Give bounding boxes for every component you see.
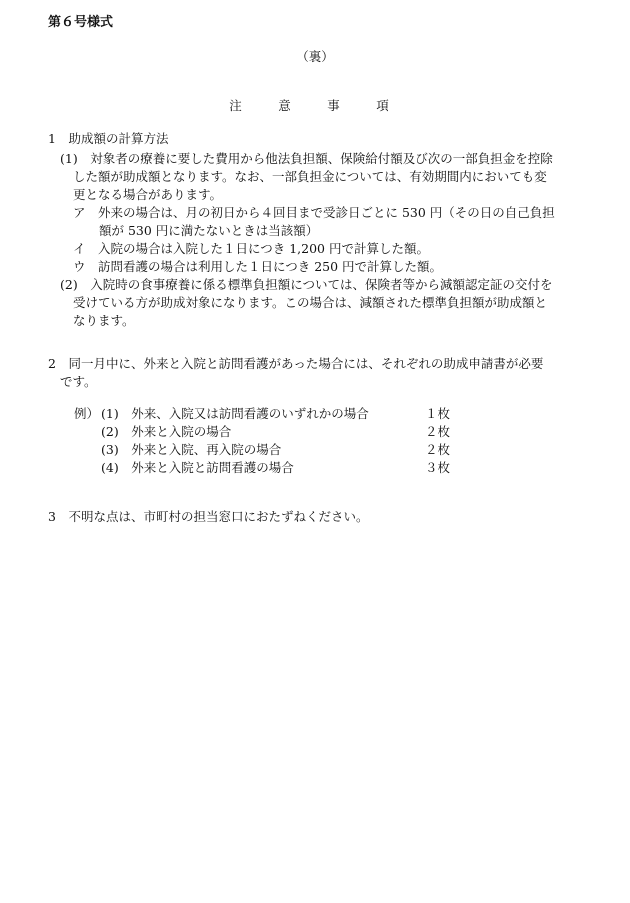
section-1-sub-u: ウ 訪問看護の場合は利用した１日につき 250 円で計算した額。	[73, 259, 443, 274]
side-label: （裏）	[296, 49, 334, 64]
section-1-item-1-line-1: (1) 対象者の療養に要した費用から他法負担額、保険給付額及び次の一部負担金を控除	[60, 151, 553, 166]
section-3: 3 不明な点は、市町村の担当窓口におたずねください。	[48, 509, 369, 524]
example-label-2: (2) 外来と入院の場合	[101, 424, 232, 439]
section-1-item-2-line-3: なります。	[73, 313, 135, 328]
section-1-item-2-line-2: 受けている方が助成対象になります。この場合は、減額された標準負担額が助成額と	[73, 295, 548, 310]
section-1-item-2-line-1: (2) 入院時の食事療養に係る標準負担額については、保険者等から減額認定証の交付を	[60, 277, 553, 292]
example-qty-1: １枚	[425, 406, 451, 421]
section-2-line-2: です。	[60, 374, 97, 389]
example-qty-4: ３枚	[425, 460, 451, 475]
section-1-sub-a-line-1: ア 外来の場合は、月の初日から４回目まで受診日ごとに 530 円（その日の自己負担	[73, 205, 555, 220]
section-2-line-1: 2 同一月中に、外来と入院と訪問看護があった場合には、それぞれの助成申請書が必要	[48, 356, 544, 371]
example-label-4: (4) 外来と入院と訪問看護の場合	[101, 460, 294, 475]
section-1-heading: 1 助成額の計算方法	[48, 131, 169, 146]
section-1-item-1-line-2: した額が助成額となります。なお、一部負担金については、有効期間内においても変	[73, 169, 547, 184]
example-qty-3: ２枚	[425, 442, 451, 457]
example-label-1: (1) 外来、入院又は訪問看護のいずれかの場合	[101, 406, 369, 421]
section-1-sub-i: イ 入院の場合は入院した１日につき 1,200 円で計算した額。	[73, 241, 429, 256]
example-prefix: 例）	[74, 406, 100, 421]
page-title: 注 意 事 項	[229, 98, 401, 113]
section-1-sub-a-line-2: 額が 530 円に満たないときは当該額）	[99, 223, 319, 238]
example-qty-2: ２枚	[425, 424, 451, 439]
form-number: 第６号様式	[48, 15, 114, 30]
section-1-item-1-line-3: 更となる場合があります。	[73, 187, 223, 202]
example-label-3: (3) 外来と入院、再入院の場合	[101, 442, 282, 457]
